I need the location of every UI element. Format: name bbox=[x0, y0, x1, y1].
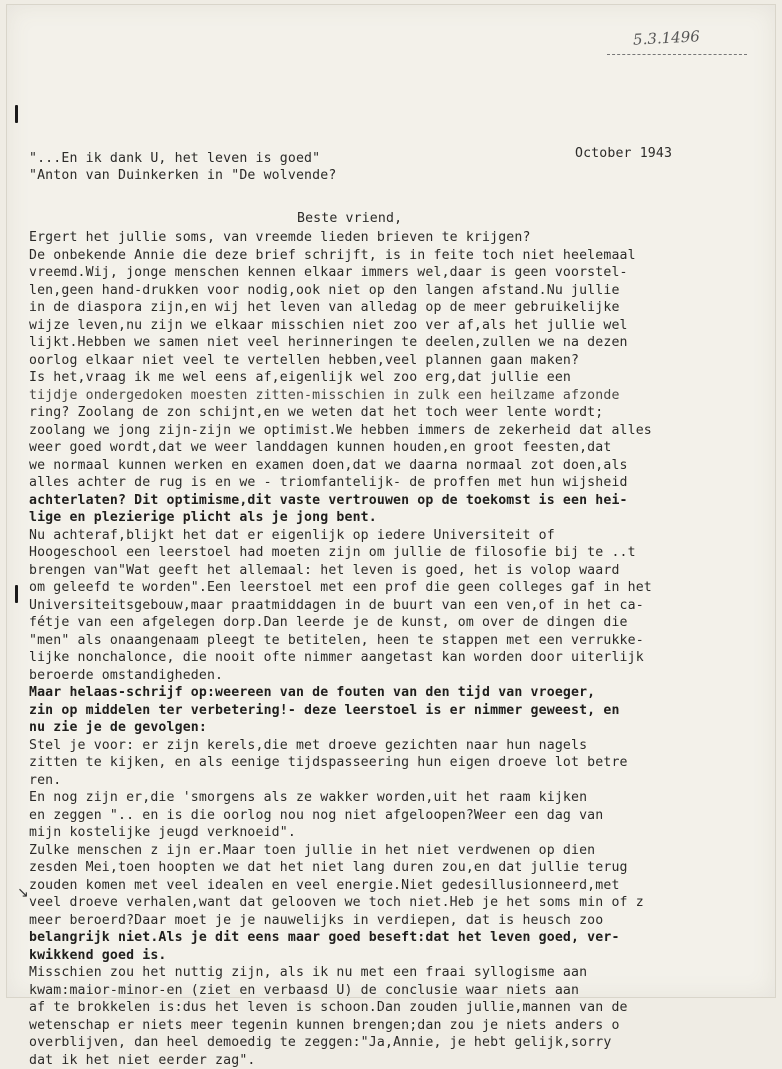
letter-line: fétje van een afgelegen dorp.Dan leerde je de kunst, om over de dingen die bbox=[29, 614, 729, 632]
letter-line: kwikkend goed is. bbox=[29, 947, 729, 965]
letter-line: Maar helaas-schrijf op:weereen van de fouten van den tijd van vroeger, bbox=[29, 684, 729, 702]
archive-underline bbox=[607, 54, 747, 55]
letter-line: lige en plezierige plicht als je jong bent. bbox=[29, 509, 729, 527]
letter-line: we normaal kunnen werken en examen doen,dat we daarna normaal zot doen,als bbox=[29, 457, 729, 475]
letter-line: zin op middelen ter verbetering!- deze leerstoel is er nimmer geweest, en bbox=[29, 702, 729, 720]
letter-line: zoolang we jong zijn-zijn we optimist.We hebben immers de zekerheid dat alles bbox=[29, 422, 729, 440]
letter-page bbox=[6, 4, 776, 998]
letter-line: zitten te kijken, en als eenige tijdspasseering hun eigen droeve lot betre bbox=[29, 754, 729, 772]
salutation: Beste vriend, bbox=[297, 211, 402, 226]
letter-line: Zulke menschen z ijn er.Maar toen jullie in het niet verdwenen op dien bbox=[29, 842, 729, 860]
punch-hole-mark bbox=[15, 105, 18, 123]
letter-line: En nog zijn er,die 'smorgens als ze wakker worden,uit het raam kijken bbox=[29, 789, 729, 807]
epigraph-line-2: "Anton van Duinkerken in "De wolvende? bbox=[29, 168, 336, 183]
letter-line: vreemd.Wij, jonge menschen kennen elkaar immers wel,daar is geen voorstel- bbox=[29, 264, 729, 282]
letter-line: len,geen hand-drukken voor nodig,ook niet op den langen afstand.Nu jullie bbox=[29, 282, 729, 300]
letter-line: weer goed wordt,dat we weer landdagen kunnen houden,en groot feesten,dat bbox=[29, 439, 729, 457]
letter-line: ren. bbox=[29, 772, 729, 790]
letter-line: lijke nonchalonce, die nooit ofte nimmer aangetast kan worden door uiterlijk bbox=[29, 649, 729, 667]
letter-line: ring? Zoolang de zon schijnt,en we weten dat het toch weer lente wordt; bbox=[29, 404, 729, 422]
letter-line: Is het,vraag ik me wel eens af,eigenlijk wel zoo erg,dat jullie een bbox=[29, 369, 729, 387]
letter-line: brengen van"Wat geeft het allemaal: het leven is goed, het is volop waard bbox=[29, 562, 729, 580]
letter-line: De onbekende Annie die deze brief schrijft, is in feite toch niet heelemaal bbox=[29, 247, 729, 265]
letter-line: mijn kostelijke jeugd verknoeid". bbox=[29, 824, 729, 842]
letter-line: tijdje ondergedoken moesten zitten-misschien in zulk een heilzame afzonde bbox=[29, 387, 729, 405]
letter-line: af te brokkelen is:dus het leven is schoon.Dan zouden jullie,mannen van de bbox=[29, 999, 729, 1017]
letter-line: wijze leven,nu zijn we elkaar misschien niet zoo ver af,als het jullie wel bbox=[29, 317, 729, 335]
letter-line: nu zie je de gevolgen: bbox=[29, 719, 729, 737]
letter-line: oorlog elkaar niet veel te vertellen hebben,veel plannen gaan maken? bbox=[29, 352, 729, 370]
letter-line: om geleefd te worden".Een leerstoel met een prof die geen colleges gaf in het bbox=[29, 579, 729, 597]
letter-line: Stel je voor: er zijn kerels,die met droeve gezichten naar hun nagels bbox=[29, 737, 729, 755]
letter-line: Ergert het jullie soms, van vreemde lieden brieven te krijgen? bbox=[29, 229, 729, 247]
letter-line: "men" als onaangenaam pleegt te betitelen, heen te stappen met een verrukke- bbox=[29, 632, 729, 650]
letter-line: achterlaten? Dit optimisme,dit vaste vertrouwen op de toekomst is een hei- bbox=[29, 492, 729, 510]
letter-line: zesden Mei,toen hoopten we dat het niet lang duren zou,en dat jullie terug bbox=[29, 859, 729, 877]
letter-line: dat ik het niet eerder zag". bbox=[29, 1052, 729, 1069]
letter-line: Universiteitsgebouw,maar praatmiddagen in de buurt van een ven,of in het ca- bbox=[29, 597, 729, 615]
letter-line: lijkt.Hebben we samen niet veel herinneringen te deelen,zullen we na dezen bbox=[29, 334, 729, 352]
punch-hole-mark bbox=[15, 585, 18, 603]
letter-line: alles achter de rug is en we - triomfantelijk- de proffen met hun wijsheid bbox=[29, 474, 729, 492]
letter-line: in de diaspora zijn,en wij het leven van alledag op de meer gebruikelijke bbox=[29, 299, 729, 317]
letter-line: Misschien zou het nuttig zijn, als ik nu met een fraai syllogisme aan bbox=[29, 964, 729, 982]
letter-line: overblijven, dan heel demoedig te zeggen:"Ja,Annie, je hebt gelijk,sorry bbox=[29, 1034, 729, 1052]
letter-line: zouden komen met veel idealen en veel energie.Niet gedesillusionneerd,met bbox=[29, 877, 729, 895]
letter-line: wetenschap er niets meer tegenin kunnen brengen;dan zou je niets anders o bbox=[29, 1017, 729, 1035]
letter-line: Hoogeschool een leerstoel had moeten zijn om jullie de filosofie bij te ..t bbox=[29, 544, 729, 562]
letter-line: meer beroerd?Daar moet je je nauwelijks in verdiepen, dat is heusch zoo bbox=[29, 912, 729, 930]
letter-line: Nu achteraf,blijkt het dat er eigenlijk op iedere Universiteit of bbox=[29, 527, 729, 545]
letter-body bbox=[29, 229, 729, 1069]
epigraph-line-1: "...En ik dank U, het leven is goed" bbox=[29, 151, 320, 166]
letter-line: en zeggen ".. en is die oorlog nou nog niet afgeloopen?Weer een dag van bbox=[29, 807, 729, 825]
archive-number: 5.3.1496 bbox=[633, 27, 701, 48]
letter-line: beroerde omstandigheden. bbox=[29, 667, 729, 685]
margin-arrow-icon: ↘ bbox=[17, 885, 29, 901]
letter-date: October 1943 bbox=[575, 146, 672, 161]
letter-line: kwam:maior-minor-en (ziet en verbaasd U) de conclusie waar niets aan bbox=[29, 982, 729, 1000]
letter-line: veel droeve verhalen,want dat gelooven we toch niet.Heb je het soms min of z bbox=[29, 894, 729, 912]
letter-line: belangrijk niet.Als je dit eens maar goed beseft:dat het leven goed, ver- bbox=[29, 929, 729, 947]
